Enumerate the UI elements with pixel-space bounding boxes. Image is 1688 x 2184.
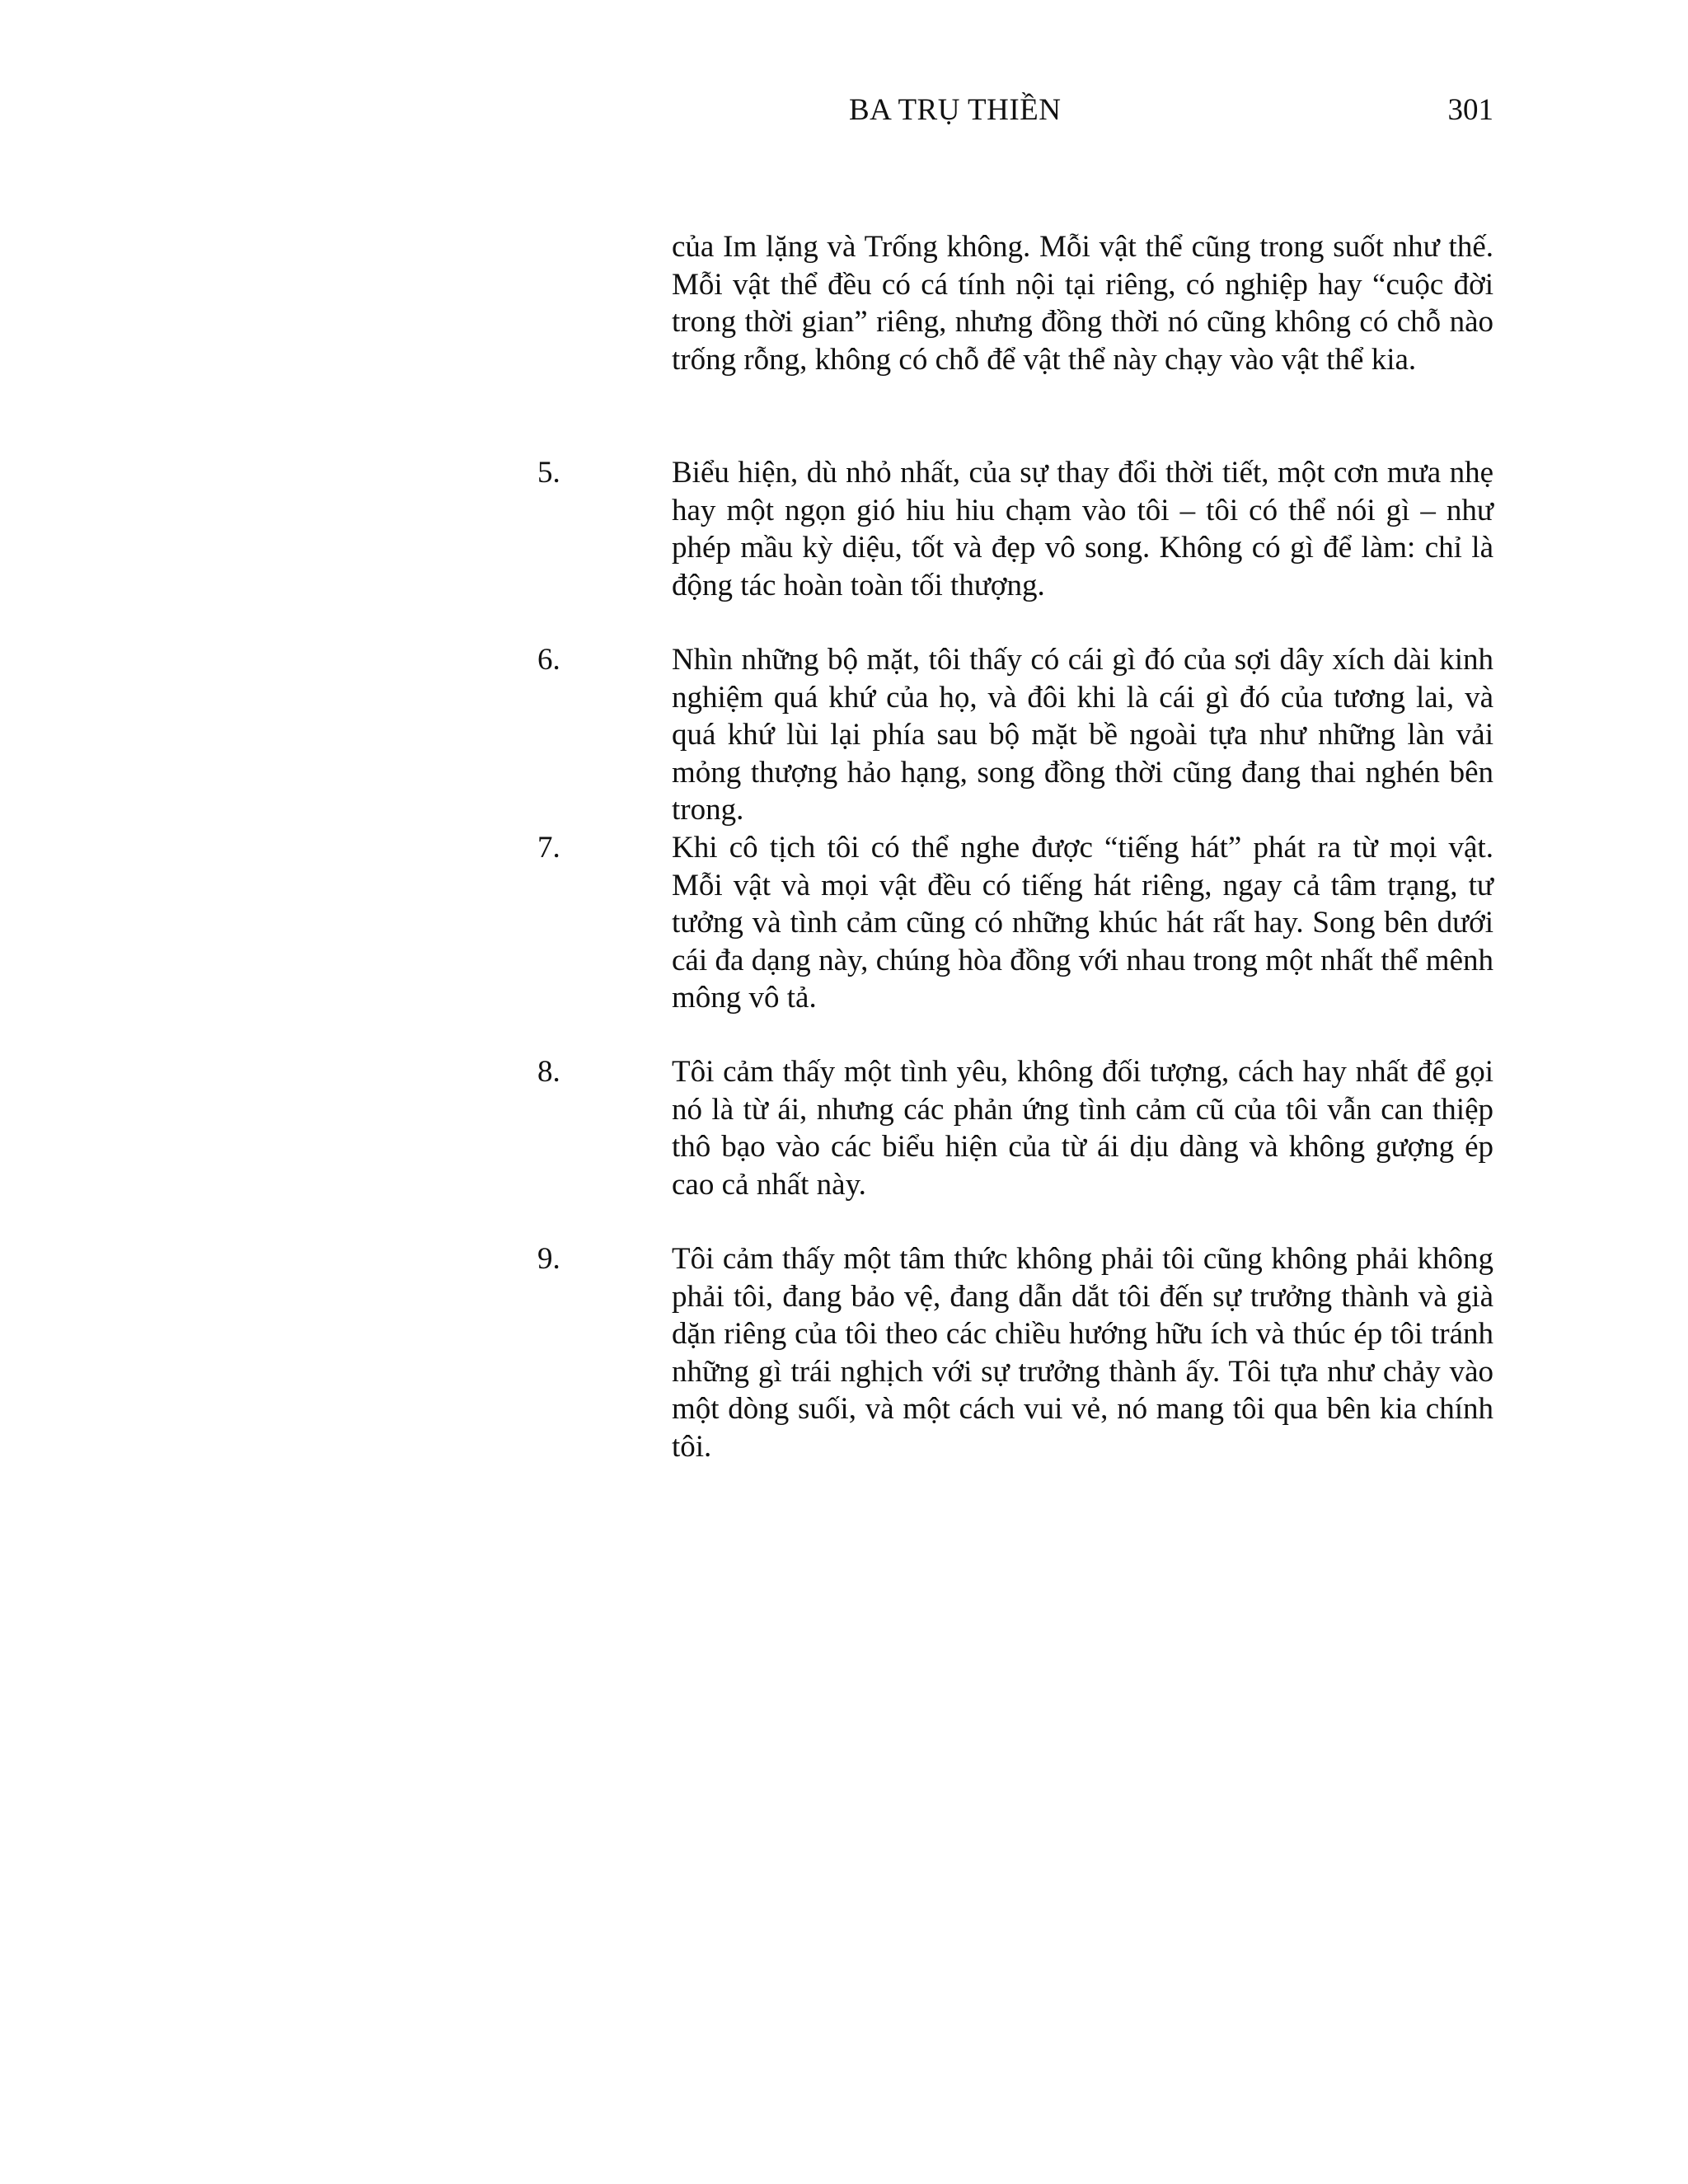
item-text: Nhìn những bộ mặt, tôi thấy có cái gì đó của sợi dây xích dài kinh nghiệm quá khứ của họ, và đôi khi là cái gì đó của tương lai, và quá khứ lùi lại phía sau bộ mặt bề ngoài tựa như những làn vải mỏng thượng hảo hạng, song đồng thời cũng đang thai nghén bên trong.: [672, 643, 1493, 827]
item-text: Biểu hiện, dù nhỏ nhất, của sự thay đổi thời tiết, một cơn mưa nhẹ hay một ngọn gió hiu hiu chạm vào tôi – tôi có thể nói gì – như phép mầu kỳ diệu, tốt và đẹp vô song. Không có gì để làm: chỉ là động tác hoàn toàn tối thượng.: [672, 456, 1493, 602]
page-number: 301: [1447, 93, 1493, 127]
page-header: [0, 92, 1688, 142]
item-number: 8.: [537, 1055, 560, 1089]
item-text: Tôi cảm thấy một tình yêu, không đối tượng, cách hay nhất để gọi nó là từ ái, nhưng các phản ứng tình cảm cũ của tôi vẫn can thiệp thô bạo vào các biểu hiện của từ ái dịu dàng và không gượng ép cao cả nhất này.: [672, 1055, 1493, 1202]
item-text: Tôi cảm thấy một tâm thức không phải tôi cũng không phải không phải tôi, đang bảo vệ, đang dẫn dắt tôi đến sự trưởng thành và già dặn riêng của tôi theo các chiều hướng hữu ích và thúc ép tôi tránh những gì trái nghịch với sự trưởng thành ấy. Tôi tựa như chảy vào một dòng suối, và một cách vui vẻ, nó mang tôi qua bên kia chính tôi.: [672, 1242, 1493, 1464]
item-number: 7.: [537, 831, 560, 865]
running-title: BA TRỤ THIỀN: [849, 93, 1062, 127]
item-text: Khi cô tịch tôi có thể nghe được “tiếng hát” phát ra từ mọi vật. Mỗi vật và mọi vật đều có tiếng hát riêng, ngay cả tâm trạng, tư tưởng và tình cảm cũng có những khúc hát rất hay. Song bên dưới cái đa dạng này, chúng hòa đồng với nhau trong một nhất thể mênh mông vô tả.: [672, 831, 1493, 1015]
continuation-paragraph: của Im lặng và Trống không. Mỗi vật thể cũng trong suốt như thế. Mỗi vật thể đều có cá tính nội tại riêng, có nghiệp hay “cuộc đời trong thời gian” riêng, nhưng đồng thời nó cũng không có chỗ nào trống rỗng, không có chỗ để vật thể này chạy vào vật thể kia.: [672, 230, 1493, 377]
item-number: 9.: [537, 1242, 560, 1276]
item-number: 6.: [537, 643, 560, 677]
item-number: 5.: [537, 456, 560, 490]
